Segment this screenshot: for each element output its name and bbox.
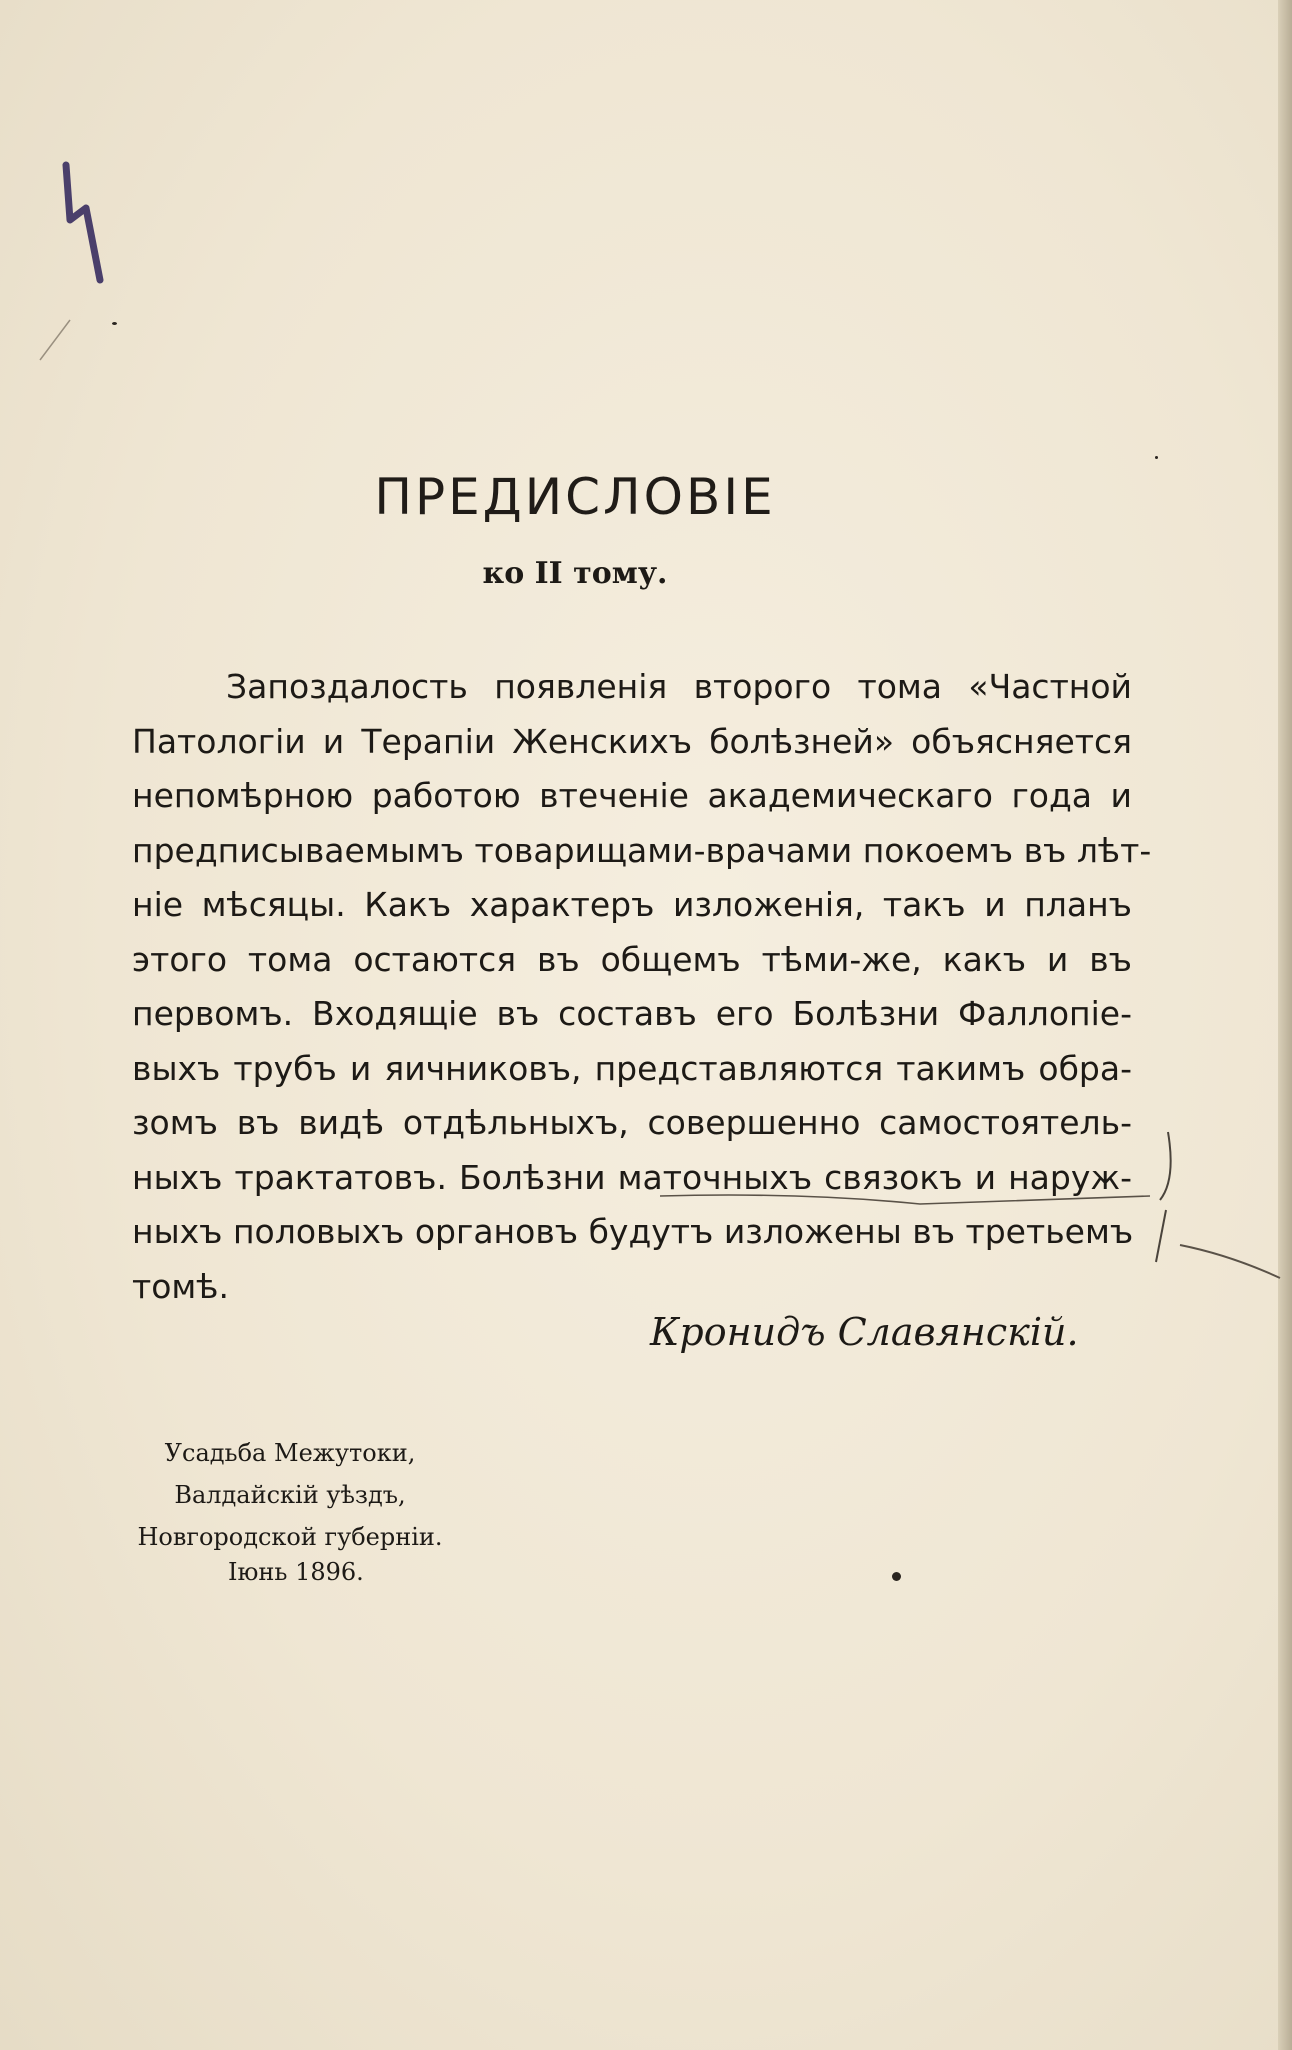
text-line: первомъ. Входящiе въ составъ его Болѣзни Фаллопiе- — [132, 994, 1132, 1033]
text-line: этого тома остаются въ общемъ тѣми-же, какъ и въ — [132, 939, 1132, 979]
text-line: ныхъ трактатовъ. Болѣзни маточныхъ связокъ и наруж- — [132, 1157, 1132, 1197]
ink-speck — [892, 1572, 901, 1581]
date-line: Iюнь 1896. — [228, 1558, 364, 1586]
text-line: зомъ въ видѣ отдѣльныхъ, совершенно самостоятель- — [132, 1103, 1132, 1142]
text-line: непомѣрною работою втеченiе академическаго года и — [132, 776, 1132, 815]
ink-mark — [58, 160, 118, 290]
text-line: ныхъ половыхъ органовъ будутъ изложены въ третьемъ — [132, 1212, 1134, 1251]
author-signature: Кронидъ Славянскiй. — [650, 1310, 1079, 1354]
place-line: Валдайскiй уѣздъ, — [174, 1481, 406, 1509]
place-line: Усадьба Межутоки, — [164, 1439, 416, 1467]
page-edge — [1278, 0, 1292, 2050]
text-line: предписываемымъ товарищами-врачами покоемъ въ лѣт- — [132, 830, 1152, 870]
page-subtitle: ко II тому. — [482, 556, 668, 591]
text-line: Патологiи и Терапiи Женскихъ болѣзней» объясняется — [132, 721, 1132, 761]
text-line: томѣ. — [132, 1266, 229, 1306]
text-line: Запоздалость появленiя второго тома «Частной — [226, 667, 1132, 706]
ink-speck — [112, 322, 117, 325]
text-line: выхъ трубъ и яичниковъ, представляются такимъ обра- — [132, 1048, 1132, 1088]
preface-text — [132, 660, 1152, 1314]
place-line: Новгородской губернiи. — [137, 1523, 443, 1551]
text-line: нiе мѣсяцы. Какъ характеръ изложенiя, такъ и планъ — [132, 885, 1132, 924]
place-block — [100, 1432, 480, 1558]
page-title: ПРЕДИСЛОВIЕ — [374, 468, 776, 526]
ink-speck — [1155, 456, 1158, 459]
